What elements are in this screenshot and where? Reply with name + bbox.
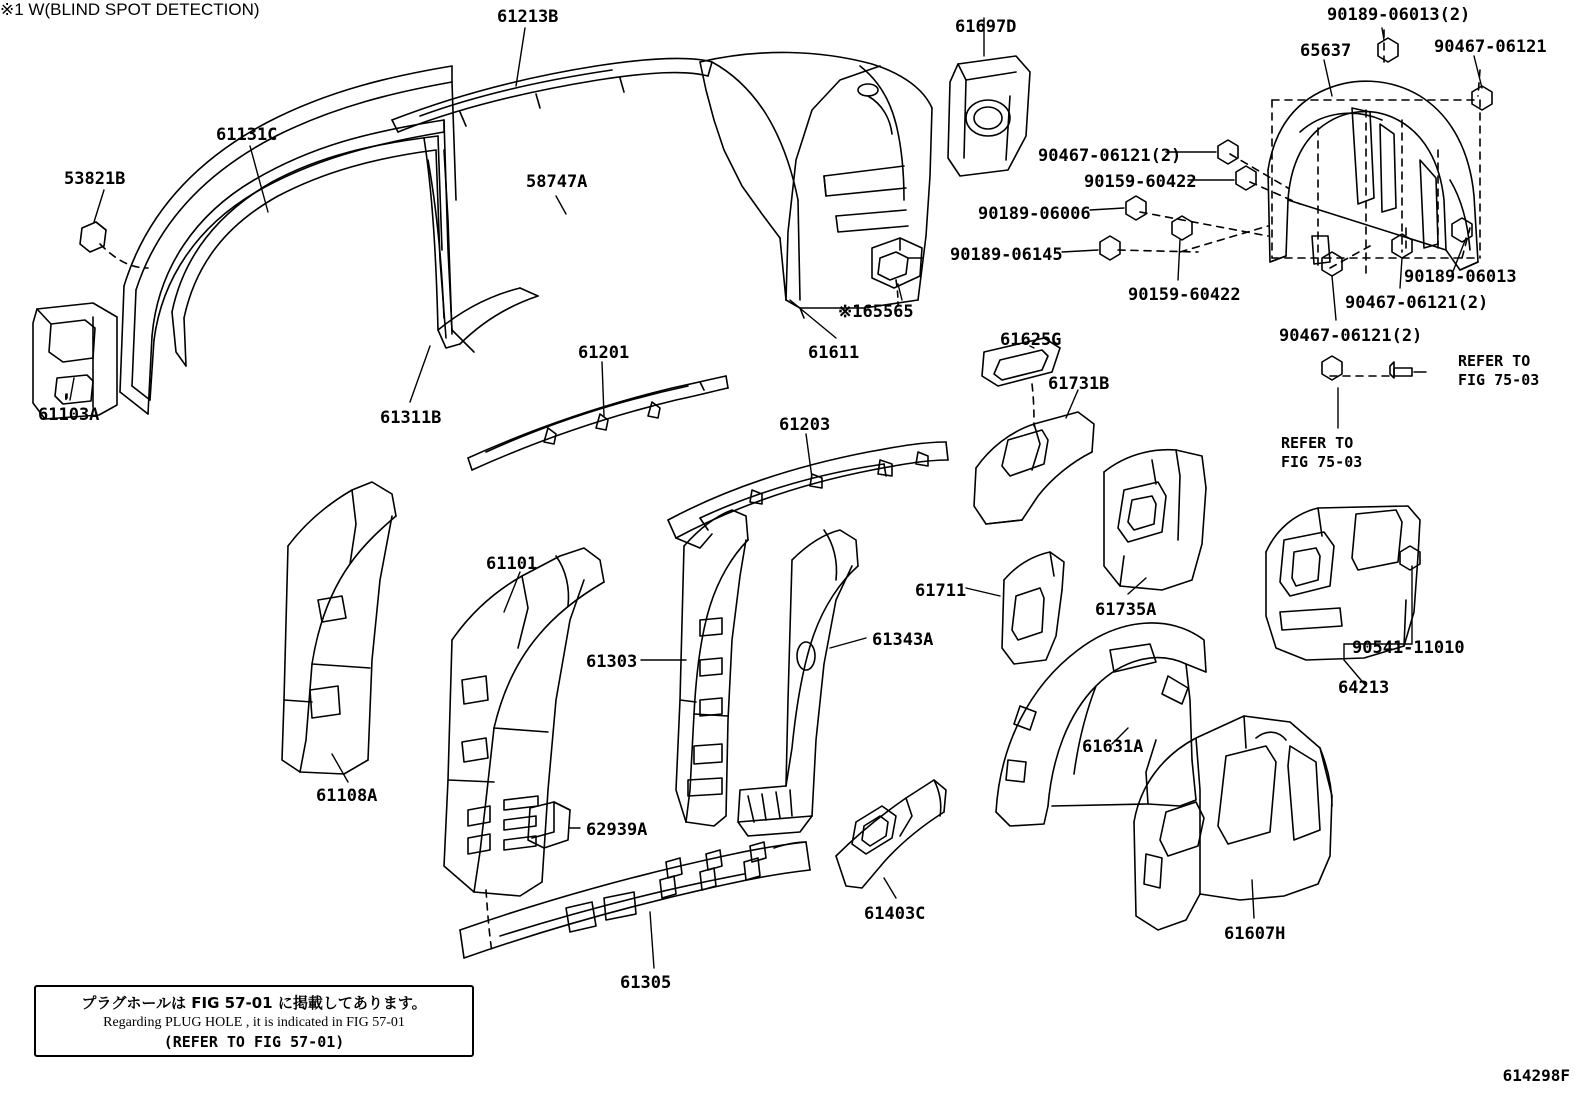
part-label-61203[interactable]: 61203 (779, 415, 831, 435)
part-165565-art (872, 238, 922, 288)
part-label-53821B[interactable]: 53821B (64, 169, 126, 189)
part-label-90189-06145[interactable]: 90189-06145 (950, 245, 1063, 265)
part-61735A-art (1104, 450, 1206, 590)
part-label-61303[interactable]: 61303 (586, 652, 638, 672)
part-label-61201[interactable]: 61201 (578, 343, 630, 363)
blind-spot-note: ※1 W(BLIND SPOT DETECTION) (0, 0, 260, 19)
part-61607H-art (1134, 716, 1332, 930)
part-label-58747A[interactable]: 58747A (526, 172, 588, 192)
part-61305-art (460, 842, 810, 958)
part-label-61108A[interactable]: 61108A (316, 786, 378, 806)
part-label-90467-06121-2b[interactable]: 90467-06121(2) (1345, 293, 1489, 313)
part-61103A-art (33, 303, 117, 419)
part-label-61131C[interactable]: 61131C (216, 125, 278, 145)
refer-note-line2: FIG 75-03 (1458, 370, 1540, 389)
part-label-90159-60422-a[interactable]: 90159-60422 (1084, 172, 1197, 192)
refer-note-line2: FIG 75-03 (1281, 452, 1363, 471)
part-label-61631A[interactable]: 61631A (1082, 737, 1144, 757)
part-label-61731B[interactable]: 61731B (1048, 374, 1110, 394)
part-label-62939A[interactable]: 62939A (586, 820, 648, 840)
part-61697D-art (948, 56, 1030, 176)
part-label-64213[interactable]: 64213 (1338, 678, 1390, 698)
part-61731B-art (974, 412, 1094, 524)
part-65637-dashed (1118, 30, 1480, 376)
part-label-65637[interactable]: 65637 (1300, 41, 1352, 61)
part-61631A-art (996, 623, 1206, 826)
leader-lines (70, 18, 1482, 968)
part-61403C-art (836, 780, 946, 888)
part-61203-art (668, 442, 948, 548)
part-label-61403C[interactable]: 61403C (864, 904, 926, 924)
footnote-line-ja: プラグホールは FIG 57-01 に掲載してあります。 (81, 994, 427, 1012)
part-61213B-art (392, 59, 712, 132)
plug-hole-footnote-box (34, 985, 474, 1057)
part-label-61101[interactable]: 61101 (486, 554, 538, 574)
part-61303-art (676, 510, 748, 826)
part-label-90467-06121-top[interactable]: 90467-06121 (1434, 37, 1547, 57)
part-label-90541-11010[interactable]: 90541-11010 (1352, 638, 1465, 658)
part-61611-art (700, 52, 932, 318)
part-label-61305[interactable]: 61305 (620, 973, 672, 993)
part-61108A-art (282, 482, 396, 774)
part-label-90189-06013-b[interactable]: 90189-06013 (1404, 267, 1517, 287)
part-label-61611[interactable]: 61611 (808, 343, 860, 363)
part-label-90189-06013-2[interactable]: 90189-06013(2) (1327, 5, 1471, 25)
refer-note-fig-75-03-b (1281, 434, 1362, 472)
part-61343A-art (738, 530, 858, 836)
part-61131C-art (120, 66, 474, 414)
refer-note-line1: REFER TO (1458, 352, 1531, 370)
part-64213-art (1266, 506, 1420, 660)
part-61711-art (1002, 552, 1064, 664)
part-label-61625G[interactable]: 61625G (1000, 330, 1062, 350)
part-label-61711[interactable]: 61711 (915, 581, 967, 601)
part-label-61213B[interactable]: 61213B (497, 7, 559, 27)
part-53821B-art (80, 222, 106, 252)
part-61201-art (468, 376, 728, 470)
refer-note-line1: REFER TO (1281, 434, 1354, 452)
part-61101-art (444, 548, 604, 896)
part-label-165565[interactable]: ※165565 (838, 302, 914, 322)
part-label-61607H[interactable]: 61607H (1224, 924, 1286, 944)
part-61311B-art (424, 138, 538, 348)
part-label-61311B[interactable]: 61311B (380, 408, 442, 428)
part-label-90159-60422-b[interactable]: 90159-60422 (1128, 285, 1241, 305)
part-62939A-art (528, 802, 570, 848)
figure-code: 614298F (1502, 1066, 1570, 1085)
part-label-90189-06006[interactable]: 90189-06006 (978, 204, 1091, 224)
part-label-90467-06121-2c[interactable]: 90467-06121(2) (1279, 326, 1423, 346)
footnote-line-refer: (REFER TO FIG 57-01) (163, 1033, 345, 1051)
part-label-61735A[interactable]: 61735A (1095, 600, 1157, 620)
part-label-61343A[interactable]: 61343A (872, 630, 934, 650)
footnote-line-en: Regarding PLUG HOLE , it is indicated in FIG 57-01 (103, 1015, 405, 1030)
part-label-61697D[interactable]: 61697D (955, 17, 1017, 37)
part-label-90467-06121-2a[interactable]: 90467-06121(2) (1038, 146, 1182, 166)
part-label-61103A[interactable]: 61103A (38, 405, 100, 425)
refer-note-fig-75-03-a (1458, 352, 1539, 390)
part-65637-art (1268, 81, 1478, 270)
